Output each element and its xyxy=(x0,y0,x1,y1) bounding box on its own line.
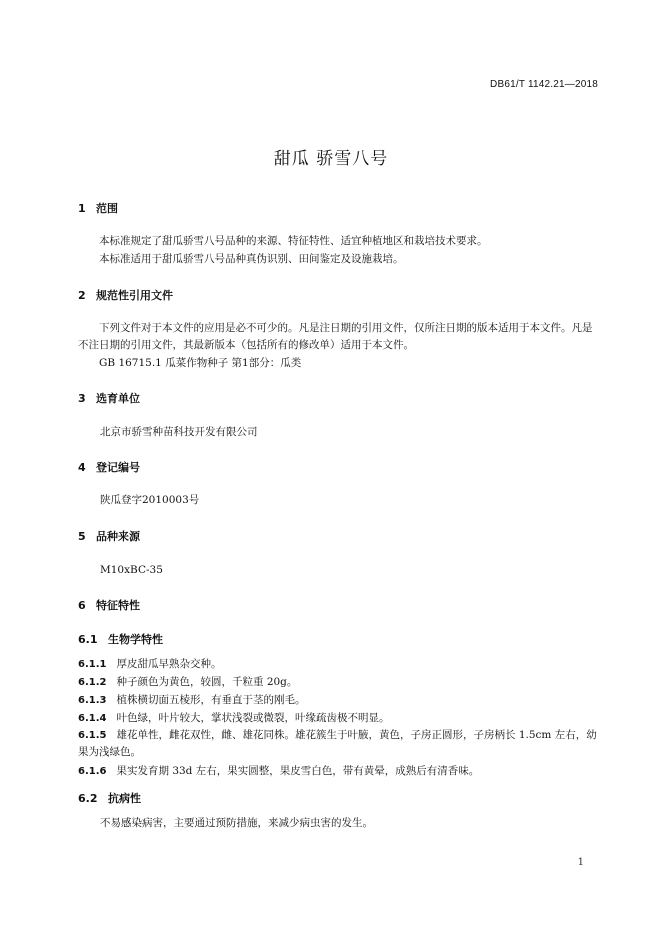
scope-paragraph-2: 本标准适用于甜瓜骄雪八号品种真伪识别、田间鉴定及设施栽培。 xyxy=(99,253,404,265)
clause-number: 6.1.2 xyxy=(78,677,107,688)
section-title: 范围 xyxy=(96,202,118,215)
clause-number: 6.1.4 xyxy=(78,713,107,724)
clause-number: 6.1.3 xyxy=(78,695,107,706)
references-paragraph: 下列文件对于本文件的应用是必不可少的。凡是注日期的引用文件，仅所注日期的版本适用于本文件。凡是不注日期的引用文件，其最新版本（包括所有的修改单）适用于本文件。 xyxy=(78,322,593,351)
reference-gb16715: GB 16715.1 瓜菜作物种子 第1部分：瓜类 xyxy=(99,357,302,369)
document-title: 甜瓜 骄雪八号 xyxy=(273,149,389,169)
scope-paragraph-1: 本标准规定了甜瓜骄雪八号品种的来源、特征特性、适宜种植地区和栽培技术要求。 xyxy=(99,235,488,247)
clause-item xyxy=(78,692,600,709)
clause-number: 6.1.5 xyxy=(78,730,107,741)
variety-origin: M10xBC-35 xyxy=(100,564,163,576)
clause-item xyxy=(78,656,600,673)
section-1-heading xyxy=(78,200,118,216)
section-2-heading xyxy=(78,287,173,303)
section-title: 特征特性 xyxy=(96,599,140,612)
section-3-heading xyxy=(78,390,140,406)
clause-item xyxy=(78,710,600,727)
section-number: 1 xyxy=(78,202,86,215)
clause-text: 种子颜色为黄色，较圆，千粒重 20g。 xyxy=(116,676,298,688)
section-title: 生物学特性 xyxy=(108,633,163,646)
section-number: 3 xyxy=(78,392,86,405)
section-number: 6.2 xyxy=(78,792,98,805)
section-6-2-heading xyxy=(78,790,141,806)
section-title: 规范性引用文件 xyxy=(96,289,173,302)
section-number: 5 xyxy=(78,530,86,543)
section-number: 4 xyxy=(78,461,86,474)
disease-resistance-paragraph: 不易感染病害，主要通过预防措施，来减少病虫害的发生。 xyxy=(100,817,373,829)
section-4-heading xyxy=(78,459,140,475)
clause-text: 植株横切面五棱形，有垂直于茎的刚毛。 xyxy=(116,694,306,706)
clause-item xyxy=(78,763,600,780)
section-number: 6.1 xyxy=(78,633,98,646)
section-title: 登记编号 xyxy=(96,461,140,474)
clause-text: 果实发育期 33d 左右，果实圆整，果皮雪白色，带有黄晕，成熟后有清香味。 xyxy=(116,765,480,777)
section-title: 品种来源 xyxy=(96,530,140,543)
clause-number: 6.1.1 xyxy=(78,659,107,670)
breeder-name: 北京市骄雪种苗科技开发有限公司 xyxy=(100,426,258,438)
section-number: 2 xyxy=(78,289,86,302)
clause-item xyxy=(78,727,600,761)
clause-item xyxy=(78,674,600,691)
clause-text: 厚皮甜瓜早熟杂交种。 xyxy=(116,658,222,670)
clause-text: 雄花单性，雌花双性，雌、雄花同株。雄花簇生于叶腋，黄色，子房正圆形，子房柄长 1.5cm 左右，幼果为浅绿色。 xyxy=(78,729,597,758)
section-6-heading xyxy=(78,597,140,613)
section-number: 6 xyxy=(78,599,86,612)
clause-number: 6.1.6 xyxy=(78,766,107,777)
page-number: 1 xyxy=(577,857,584,868)
section-title: 抗病性 xyxy=(108,792,141,805)
section-title: 选育单位 xyxy=(96,392,140,405)
section-5-heading xyxy=(78,528,140,544)
document-code-header: DB61/T 1142.21—2018 xyxy=(490,79,598,90)
section-6-1-heading xyxy=(78,631,163,647)
registration-number: 陕瓜登字2010003号 xyxy=(100,494,200,506)
clause-text: 叶色绿，叶片较大，掌状浅裂或微裂，叶缘疏齿极不明显。 xyxy=(116,712,390,724)
